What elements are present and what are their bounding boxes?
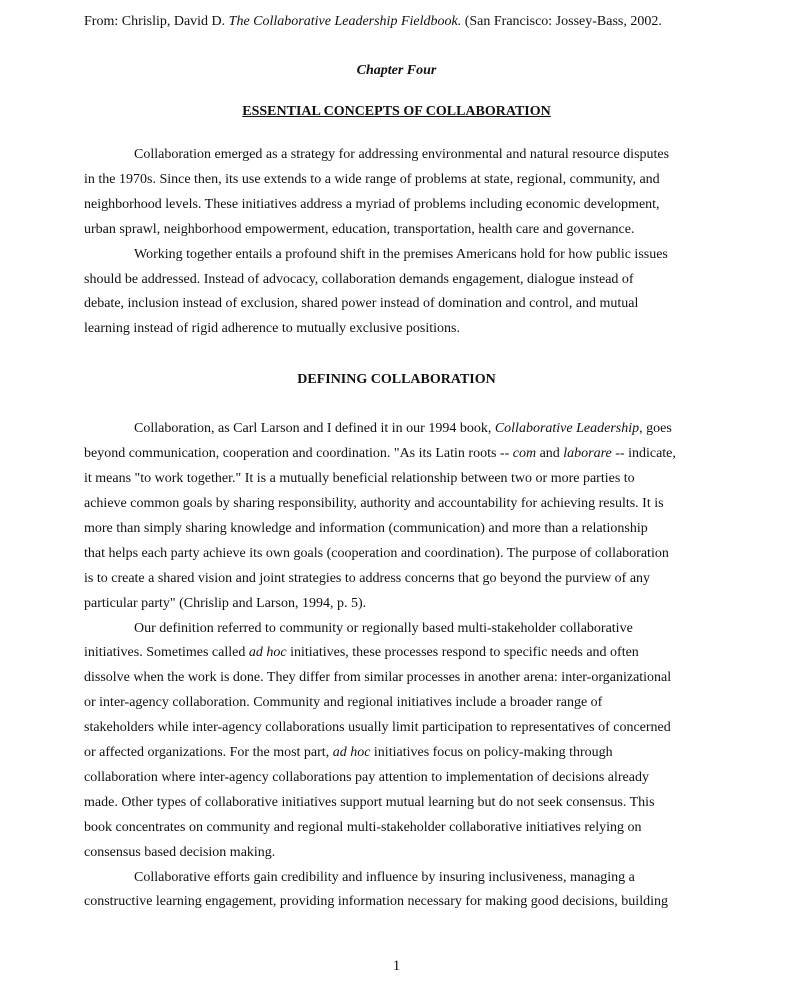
paragraph-line: achieve common goals by sharing responsibility, authority and accountability for achieving results. It is	[84, 495, 664, 511]
chapter-label: Chapter Four	[356, 63, 437, 78]
paragraph-line: more than simply sharing knowledge and information (communication) and more than a relationship	[84, 520, 648, 536]
paragraph-line: learning instead of rigid adherence to mutually exclusive positions.	[84, 321, 460, 337]
paragraph-line: should be addressed. Instead of advocacy, collaboration demands engagement, dialogue instead of	[84, 271, 634, 287]
text-run: or affected organizations. For the most part,	[84, 745, 333, 761]
paragraph-line: book concentrates on community and regional multi-stakeholder collaborative initiatives relying on	[84, 819, 642, 835]
text-run: initiatives focus on policy-making through	[370, 745, 613, 761]
paragraph-line: consensus based decision making.	[84, 844, 276, 860]
paragraph-line: particular party" (Chrislip and Larson, 1994, p. 5).	[84, 595, 367, 611]
paragraph-line: or inter-agency collaboration. Community and regional initiatives include a broader range of	[84, 695, 603, 711]
text-run: initiatives, these processes respond to specific needs and often	[286, 645, 639, 661]
text-run: and	[536, 446, 564, 462]
source-book-title: The Collaborative Leadership Fieldbook.	[228, 14, 462, 29]
paragraph-line	[84, 641, 709, 666]
chapter-title: ESSENTIAL CONCEPTS OF COLLABORATION	[242, 104, 551, 119]
paragraph-line: collaboration where inter-agency collaborations pay attention to implementation of decisions already	[84, 769, 649, 785]
section-heading: DEFINING COLLABORATION	[297, 372, 496, 388]
paragraph-line	[84, 417, 709, 442]
paragraph-line: is to create a shared vision and joint strategies to address concerns that go beyond the purview of any	[84, 570, 651, 586]
paragraph-line: Our definition referred to community or regionally based multi-stakeholder collaborative	[134, 620, 633, 636]
paragraph-line: Collaboration emerged as a strategy for addressing environmental and natural resource disputes	[134, 147, 670, 162]
text-run: Collaboration, as Carl Larson and I defined it in our 1994 book,	[134, 421, 495, 437]
text-run: beyond communication, cooperation and coordination. "As its Latin roots --	[84, 446, 513, 462]
source-prefix: From: Chrislip, David D.	[84, 14, 229, 29]
paragraph-line: constructive learning engagement, providing information necessary for making good decisions, building	[84, 894, 668, 910]
latin-word-com: com	[512, 446, 537, 462]
latin-term-ad-hoc: ad hoc	[248, 645, 287, 661]
text-run: -- indicate,	[611, 446, 676, 462]
paragraph-5	[84, 866, 709, 916]
paragraph-line: neighborhood levels. These initiatives address a myriad of problems including economic development,	[84, 196, 660, 212]
source-citation	[84, 10, 709, 34]
paragraph-2	[84, 243, 709, 343]
paragraph-line: dissolve when the work is done. They differ from similar processes in another arena: inter-organizational	[84, 670, 672, 686]
paragraph-3	[84, 417, 709, 616]
page-number: 1	[392, 958, 401, 974]
paragraph-1	[84, 143, 709, 243]
paragraph-line: debate, inclusion instead of exclusion, shared power instead of domination and control, and mutual	[84, 296, 639, 312]
paragraph-line: urban sprawl, neighborhood empowerment, education, transportation, health care and governance.	[84, 221, 635, 237]
text-run: , goes	[639, 421, 672, 437]
text-run: initiatives. Sometimes called	[84, 645, 249, 661]
paragraph-line: stakeholders while inter-agency collaborations usually limit participation to representatives of concerned	[84, 720, 671, 736]
paragraph-4	[84, 617, 709, 866]
latin-term-ad-hoc: ad hoc	[332, 745, 371, 761]
paragraph-line	[84, 741, 709, 766]
paragraph-line	[84, 442, 709, 467]
paragraph-line: it means "to work together." It is a mutually beneficial relationship between two or more parties to	[84, 471, 635, 487]
paragraph-line: in the 1970s. Since then, its use extends to a wide range of problems at state, regional, community, and	[84, 171, 660, 187]
paragraph-line: made. Other types of collaborative initiatives support mutual learning but do not seek consensus. This	[84, 794, 655, 810]
latin-word-laborare: laborare	[563, 446, 612, 462]
paragraph-line: that helps each party achieve its own goals (cooperation and coordination). The purpose of collaboration	[84, 545, 669, 561]
paragraph-line: Collaborative efforts gain credibility and influence by insuring inclusiveness, managing a	[134, 869, 635, 885]
paragraph-line: Working together entails a profound shift in the premises Americans hold for how public issues	[134, 246, 668, 262]
book-title-reference: Collaborative Leadership	[494, 421, 640, 437]
source-suffix: (San Francisco: Jossey-Bass, 2002.	[461, 14, 662, 29]
